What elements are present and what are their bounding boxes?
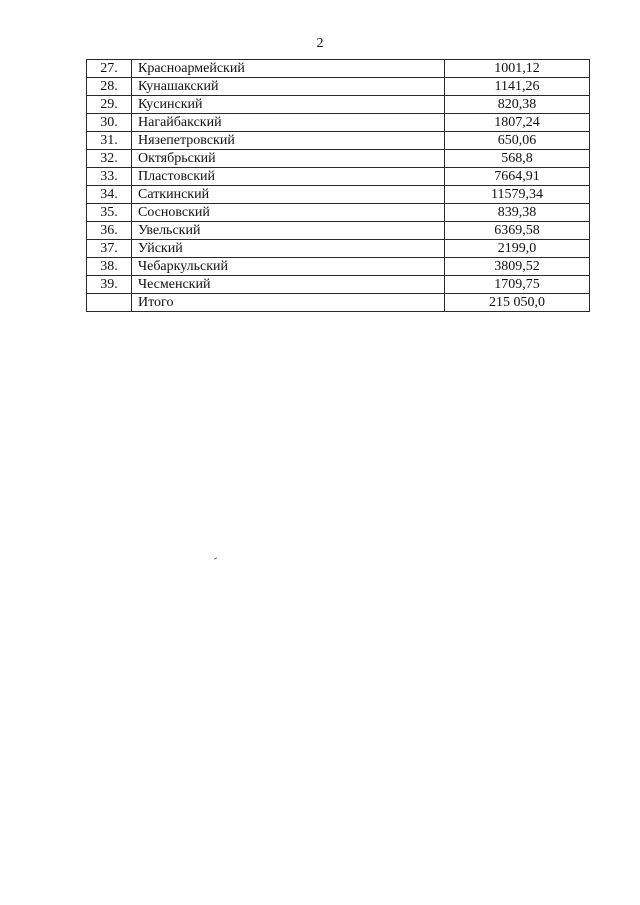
total-value: 215 050,0 bbox=[445, 294, 590, 312]
table-row bbox=[87, 204, 590, 222]
table-row bbox=[87, 276, 590, 294]
district-name: Уйский bbox=[132, 240, 445, 258]
amount-value: 839,38 bbox=[445, 204, 590, 222]
row-number: 32. bbox=[87, 150, 132, 168]
amount-value: 2199,0 bbox=[445, 240, 590, 258]
amount-value: 7664,91 bbox=[445, 168, 590, 186]
row-number: 28. bbox=[87, 78, 132, 96]
table-row bbox=[87, 222, 590, 240]
table-row bbox=[87, 150, 590, 168]
district-name: Чесменский bbox=[132, 276, 445, 294]
row-number: 33. bbox=[87, 168, 132, 186]
table-row bbox=[87, 78, 590, 96]
district-name: Кусинский bbox=[132, 96, 445, 114]
district-name: Увельский bbox=[132, 222, 445, 240]
row-number: 36. bbox=[87, 222, 132, 240]
total-row bbox=[87, 294, 590, 312]
district-name: Сосновский bbox=[132, 204, 445, 222]
row-number: 27. bbox=[87, 60, 132, 78]
table-row bbox=[87, 168, 590, 186]
row-number: 37. bbox=[87, 240, 132, 258]
amount-value: 1807,24 bbox=[445, 114, 590, 132]
row-number: 31. bbox=[87, 132, 132, 150]
row-number: 35. bbox=[87, 204, 132, 222]
amount-value: 650,06 bbox=[445, 132, 590, 150]
row-number: 30. bbox=[87, 114, 132, 132]
row-number: 34. bbox=[87, 186, 132, 204]
table-row bbox=[87, 186, 590, 204]
amount-value: 820,38 bbox=[445, 96, 590, 114]
row-number: 29. bbox=[87, 96, 132, 114]
stray-mark bbox=[214, 557, 217, 559]
table-row bbox=[87, 240, 590, 258]
table-row bbox=[87, 114, 590, 132]
district-name: Нагайбакский bbox=[132, 114, 445, 132]
amount-value: 1001,12 bbox=[445, 60, 590, 78]
amount-value: 11579,34 bbox=[445, 186, 590, 204]
amount-value: 1141,26 bbox=[445, 78, 590, 96]
district-name: Красноармейский bbox=[132, 60, 445, 78]
amount-value: 6369,58 bbox=[445, 222, 590, 240]
amount-value: 1709,75 bbox=[445, 276, 590, 294]
page-number: 2 bbox=[316, 36, 324, 51]
district-name: Чебаркульский bbox=[132, 258, 445, 276]
amount-value: 3809,52 bbox=[445, 258, 590, 276]
allocation-table bbox=[86, 59, 590, 312]
table-row bbox=[87, 258, 590, 276]
district-name: Пластовский bbox=[132, 168, 445, 186]
table-row bbox=[87, 132, 590, 150]
table-row bbox=[87, 96, 590, 114]
amount-value: 568,8 bbox=[445, 150, 590, 168]
district-name: Саткинский bbox=[132, 186, 445, 204]
total-label: Итого bbox=[132, 294, 445, 312]
total-number bbox=[87, 294, 132, 312]
table-row bbox=[87, 60, 590, 78]
row-number: 38. bbox=[87, 258, 132, 276]
row-number: 39. bbox=[87, 276, 132, 294]
district-name: Нязепетровский bbox=[132, 132, 445, 150]
district-name: Кунашакский bbox=[132, 78, 445, 96]
district-name: Октябрьский bbox=[132, 150, 445, 168]
